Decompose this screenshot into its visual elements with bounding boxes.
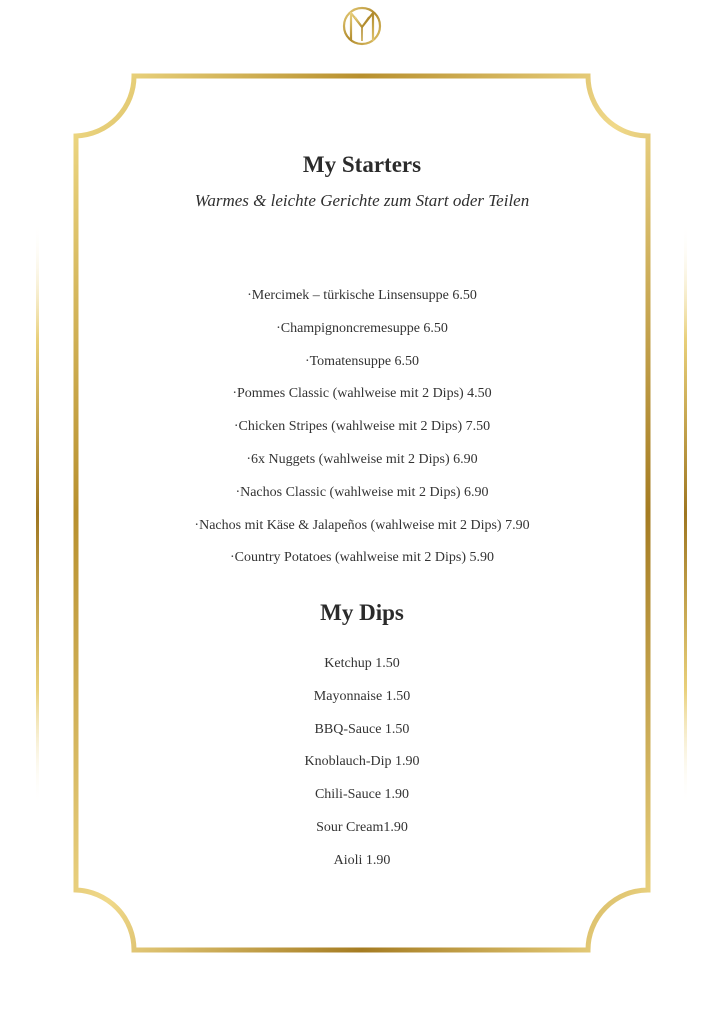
dips-list [0,648,724,878]
dip-item: Ketchup 1.50 [324,656,400,671]
dip-item: Chili-Sauce 1.90 [314,787,410,803]
starter-item: ·Nachos mit Käse & Jalapeños (wahlweise mit 2 Dips) 7.90 [194,517,530,533]
dip-item: Mayonnaise 1.50 [313,688,411,704]
dip-item: Knoblauch-Dip 1.90 [304,754,420,770]
starters-title: My Starters [302,152,422,177]
starters-subtitle: Warmes & leichte Gerichte zum Start oder Teilen [194,191,530,210]
starter-item: ·6x Nuggets (wahlweise mit 2 Dips) 6.90 [246,451,478,467]
starter-item: ·Tomatensuppe 6.50 [304,353,420,369]
starter-item: ·Pommes Classic (wahlweise mit 2 Dips) 4.50 [232,386,492,402]
starter-item: ·Nachos Classic (wahlweise mit 2 Dips) 6.90 [235,484,489,500]
starter-item: ·Country Potatoes (wahlweise mit 2 Dips) 5.90 [229,550,495,566]
dip-item: Aioli 1.90 [333,852,391,868]
dip-item: BBQ-Sauce 1.50 [314,721,410,737]
starter-item: ·Champignoncremesuppe 6.50 [276,320,448,336]
dips-title: My Dips [320,600,404,625]
dip-item: Sour Cream1.90 [316,819,408,835]
starter-item: ·Chicken Stripes (wahlweise mit 2 Dips) 7.50 [233,419,491,435]
starters-list [0,280,724,575]
starter-item: ·Mercimek – türkische Linsensuppe 6.50 [247,288,477,303]
